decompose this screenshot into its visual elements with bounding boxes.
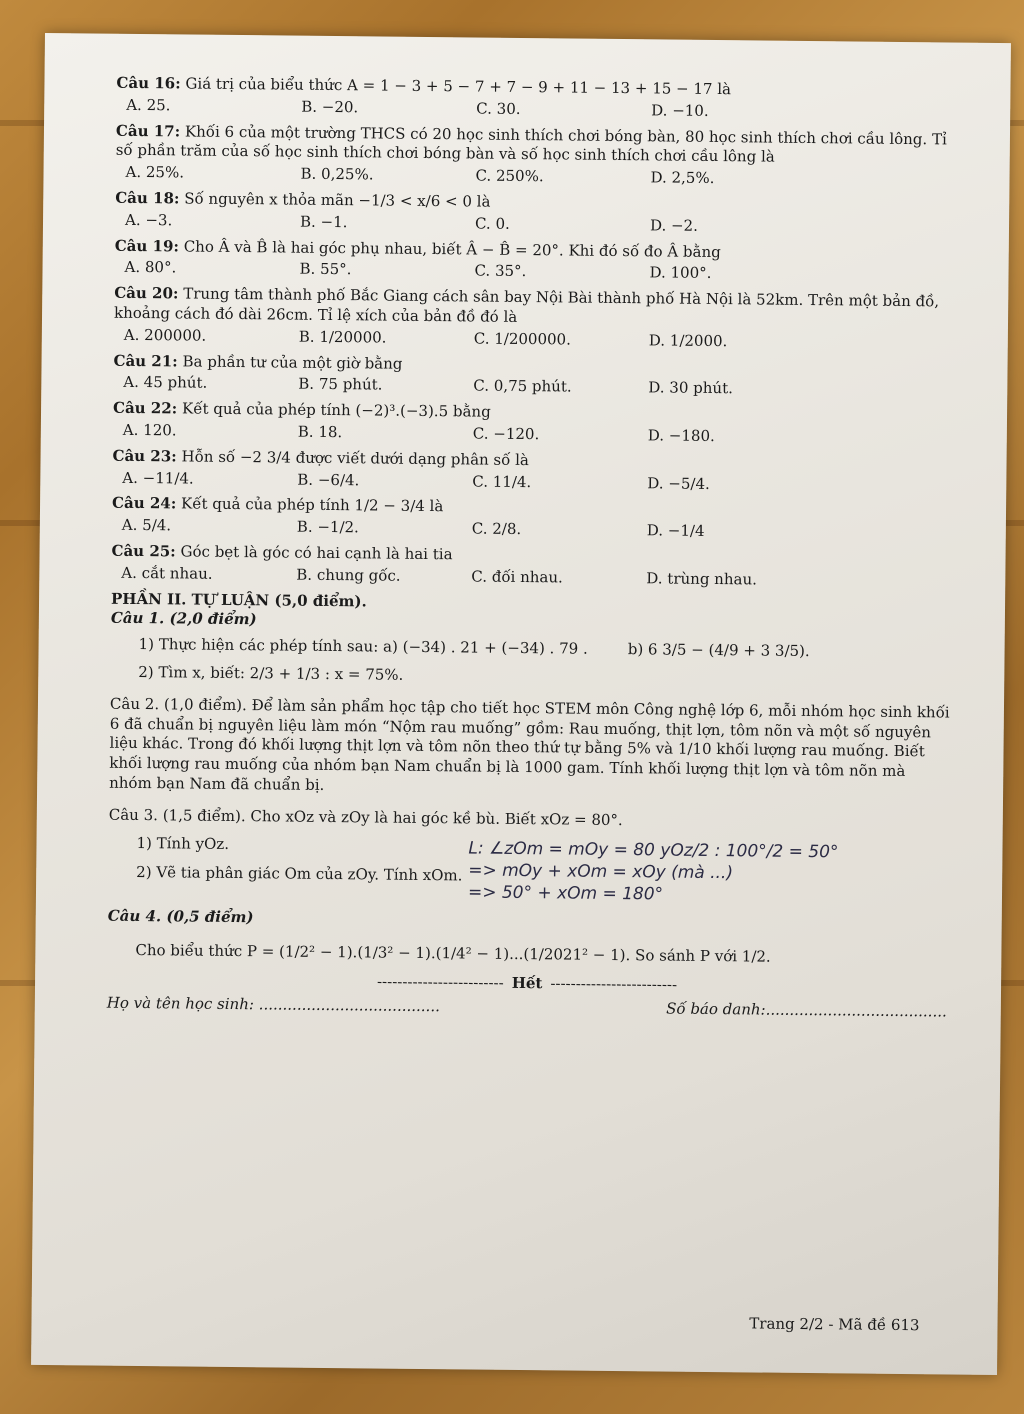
answer-option: D. trùng nhau. [646,569,758,589]
answer-option: C. −120. [472,424,540,444]
c4-title: Câu 4. (0,5 điểm) [107,906,254,927]
question-text: Khối 6 của một trường THCS có 20 học sinh thích chơi bóng bàn, 80 học sinh thích chơi cầu lông. Tỉ số phần trăm của số học sinh thích chơi bóng bàn và số học sinh thích chơi cầu lông là [115,122,947,167]
question-label: Câu 22: [112,398,178,418]
answer-option: D. −5/4. [647,473,710,493]
answer-option: D. −1/4 [646,521,705,541]
answer-option: C. 11/4. [472,472,532,491]
answer-option: D. −2. [649,216,699,235]
answer-option: C. 250%. [475,166,544,186]
question-q23 [112,446,952,496]
answer-option: B. −20. [301,97,359,117]
student-id-field: Số báo danh:...................................... [666,999,947,1021]
answer-option: D. −10. [651,101,709,120]
answer-option: C. đối nhau. [471,567,563,587]
end-marker: ------------------------- Hết ------------------------- [376,972,678,995]
exam-content [107,74,957,1023]
c2-text: Câu 2. (1,0 điểm). Để làm sản phẩm học tập cho tiết học STEM môn Công nghệ lớp 6, mỗi nhóm học sinh khối 6 đã chuẩn bị nguyên liệu làm món “Nộm rau muống” gồm: Rau muống, thịt lợn, tôm nõn và một số nguyên liệu khác. Trong đó khối lượng thịt lợn và tôm nõn theo thứ tự bằng 5% và 1/10 khối lượng rau muống. Biết khối lượng rau muống của nhóm bạn Nam chuẩn bị là 1000 gam. Tính khối lượng thịt lợn và tôm nõn mà nhóm bạn Nam đã chuẩn bị. [109,694,950,794]
handwritten-line-3: => 50° + xOm = 180° [467,882,664,905]
question-text: Góc bẹt là góc có hai cạnh là hai tia [180,542,453,564]
answer-option: C. 0,75 phút. [473,376,572,396]
answer-option: D. −180. [647,426,715,445]
answer-option: B. −1/2. [296,517,359,537]
answer-option: A. cắt nhau. [121,563,213,583]
question-q21 [113,351,953,401]
question-text: Kết quả của phép tính 1/2 − 3/4 là [180,494,444,516]
question-label: Câu 16: [116,73,181,93]
question-text: Số nguyên x thỏa mãn −1/3 < x/6 < 0 là [184,189,491,211]
c1-part1: 1) Thực hiện các phép tính sau: a) (−34) . 21 + (−34) . 79 . [138,635,588,658]
question-label: Câu 17: [115,121,181,140]
c4-text: Cho biểu thức P = (1/2² − 1).(1/3² − 1).(1/4² − 1)...(1/2021² − 1). So sánh P với 1/2. [135,940,771,966]
page-number: Trang 2/2 - Mã đề 613 [749,1314,920,1335]
handwritten-line-1: L: ∠zOm = mOy = 80 yOz/2 : 100°/2 = 50° [468,837,839,862]
answer-option: D. 30 phút. [648,378,734,398]
answer-option: A. 25. [126,95,171,115]
end-label: Hết [511,974,543,993]
question-label: Câu 25: [111,541,176,561]
question-label: Câu 18: [115,188,180,208]
answer-option: C. 1/200000. [473,329,572,349]
answer-option: B. 0,25%. [300,164,374,184]
answer-option: B. −1. [299,212,348,231]
answer-option: D. 2,5%. [650,168,715,188]
answer-option: A. 45 phút. [123,373,208,393]
c1-part2: 2) Tìm x, biết: 2/3 + 1/3 : x = 75%. [138,662,404,684]
question-q25 [111,542,951,592]
answer-option: B. 55°. [299,260,352,279]
answer-option: B. chung gốc. [296,565,401,585]
handwritten-line-2: => mOy + xOm = xOy (mà ...) [468,860,734,884]
answer-option: C. 2/8. [471,519,522,539]
c1-title: Câu 1. (2,0 điểm) [110,609,257,629]
answer-option: A. 200000. [123,325,207,345]
question-text: Trung tâm thành phố Bắc Giang cách sân bay Nội Bài thành phố Hà Nội là 52km. Trên một bản đồ, khoảng cách đó dài 26cm. Tỉ lệ xích của bản đồ đó là [113,284,940,326]
question-text: Ba phần tư của một giờ bằng [182,352,403,373]
question-text: Giá trị của biểu thức A = 1 − 3 + 5 − 7 + 7 − 9 + 11 − 13 + 15 − 17 là [185,74,732,99]
multiple-choice-section [111,74,956,592]
question-q17 [115,121,956,191]
student-name-field: Họ và tên học sinh: ...................................... [106,993,441,1016]
question-label: Câu 19: [114,236,180,255]
answer-option: A. −3. [124,210,173,230]
answer-option: B. 1/20000. [298,327,387,347]
answer-option: A. −11/4. [122,468,194,488]
c3-part2: 2) Vẽ tia phân giác Om của zOy. Tính xOm. [136,863,463,885]
c1-part1b: b) 6 3/5 − (4/9 + 3 3/5). [627,640,810,661]
answer-option: C. 30. [476,99,521,118]
question-text: Hỗn số −2 3/4 được viết dưới dạng phân số là [181,447,529,469]
answer-option: B. 18. [297,422,343,442]
answer-option: B. −6/4. [297,470,360,489]
question-text: Kết quả của phép tính (−2)³.(−3).5 bằng [181,399,491,421]
answer-option: A. 120. [122,420,177,440]
question-q22 [113,399,953,449]
answer-option: A. 80°. [124,258,177,277]
question-label: Câu 20: [114,283,179,303]
question-label: Câu 23: [112,446,177,466]
question-q24 [112,494,952,544]
exam-paper [31,33,1011,1375]
question-q20 [114,284,955,354]
answer-option: A. 5/4. [121,515,172,535]
answer-option: D. 1/2000. [648,331,728,350]
answer-option: C. 35°. [474,261,527,281]
question-label: Câu 21: [113,351,178,370]
part2-title: PHẦN II. TỰ LUẬN (5,0 điểm). [110,589,367,610]
c3-text: Câu 3. (1,5 điểm). Cho xOz và zOy là hai góc kề bù. Biết xOz = 80°. [108,805,623,829]
question-text: Cho Â và B̂ là hai góc phụ nhau, biết Â − B̂ = 20°. Khi đó số đo Â bằng [183,237,721,261]
question-q18 [115,189,955,239]
answer-option: C. 0. [474,214,510,233]
question-q19 [114,236,954,286]
question-label: Câu 24: [111,494,177,513]
answer-option: B. 75 phút. [298,375,383,394]
answer-option: A. 25%. [125,163,185,182]
question-q16 [116,74,956,124]
c3-part1: 1) Tính yOz. [136,833,230,853]
footer [107,994,947,1023]
answer-option: D. 100°. [649,263,712,283]
